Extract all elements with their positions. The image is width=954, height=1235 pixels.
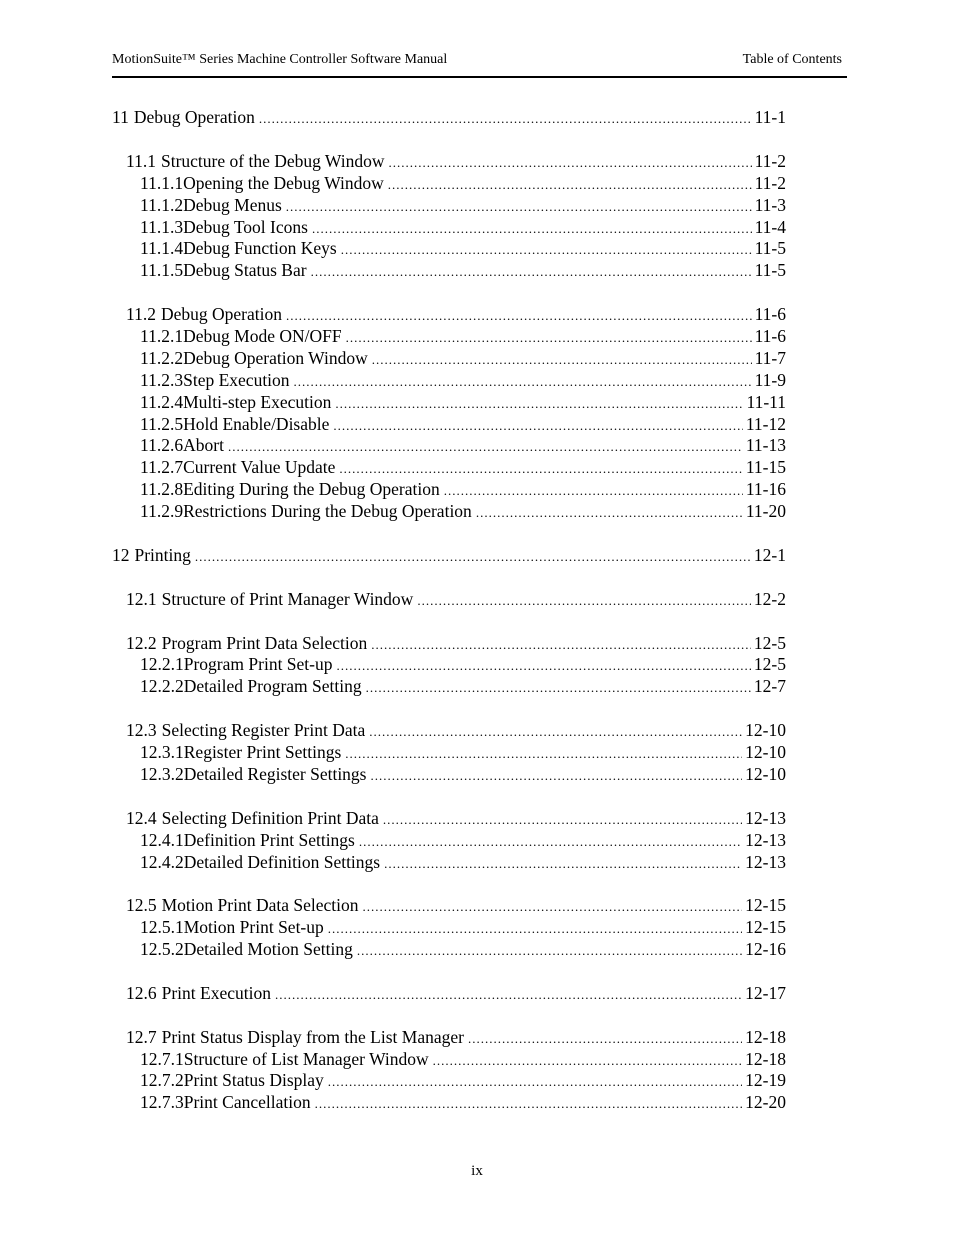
dot-leader bbox=[384, 852, 742, 875]
toc-subsection-12-2-1[interactable] bbox=[112, 654, 786, 676]
dot-leader bbox=[312, 217, 752, 240]
dot-leader bbox=[417, 589, 751, 612]
toc-subsection-11-2-9[interactable] bbox=[112, 501, 786, 523]
toc-subsection-11-1-2[interactable] bbox=[112, 195, 786, 217]
toc-page: 11-5 bbox=[754, 238, 786, 259]
toc-number: 12.4 bbox=[126, 807, 157, 828]
toc-number: 12.7.2 bbox=[140, 1070, 184, 1091]
dot-leader bbox=[341, 238, 752, 261]
toc-title: Print Status Display bbox=[183, 1070, 324, 1091]
dot-leader bbox=[468, 1027, 742, 1050]
toc-number: 11.2.6 bbox=[140, 435, 184, 456]
dot-leader bbox=[357, 939, 742, 962]
toc-number: 12 bbox=[112, 544, 130, 565]
toc-subsection-11-1-3[interactable] bbox=[112, 217, 786, 239]
toc-number: 11.1.1 bbox=[140, 172, 184, 193]
toc-number: 12.7.3 bbox=[140, 1092, 184, 1113]
toc-title: Structure of List Manager Window bbox=[183, 1048, 429, 1069]
toc-page: 11-7 bbox=[754, 347, 786, 368]
toc-subsection-12-7-2[interactable] bbox=[112, 1070, 786, 1092]
toc-number: 11.2.8 bbox=[140, 479, 184, 500]
toc-page: 11-4 bbox=[754, 216, 786, 237]
dot-leader bbox=[333, 414, 742, 437]
toc-subsection-12-2-2[interactable] bbox=[112, 676, 786, 698]
toc-section-12-5[interactable] bbox=[112, 895, 786, 917]
toc-title: Structure of the Debug Window bbox=[160, 150, 385, 171]
toc-title: Register Print Settings bbox=[183, 742, 342, 763]
toc-title: Motion Print Data Selection bbox=[161, 895, 359, 916]
toc-title: Opening the Debug Window bbox=[183, 172, 384, 193]
dot-leader bbox=[286, 195, 752, 218]
toc-subsection-12-5-2[interactable] bbox=[112, 939, 786, 961]
toc-subsection-12-4-1[interactable] bbox=[112, 830, 786, 852]
toc-section-12-7[interactable] bbox=[112, 1027, 786, 1049]
toc-subsection-12-7-1[interactable] bbox=[112, 1049, 786, 1071]
toc-subsection-11-2-5[interactable] bbox=[112, 414, 786, 436]
toc-page: 12-13 bbox=[745, 829, 786, 850]
toc-page: 12-10 bbox=[745, 742, 786, 763]
dot-leader bbox=[369, 720, 742, 743]
toc-subsection-11-1-5[interactable] bbox=[112, 260, 786, 282]
toc-title: Debug Operation bbox=[160, 304, 282, 325]
toc-title: Debug Operation Window bbox=[183, 347, 368, 368]
toc-number: 12.7 bbox=[126, 1026, 157, 1047]
toc-page: 12-15 bbox=[745, 917, 786, 938]
toc-page: 11-16 bbox=[745, 479, 786, 500]
toc-subsection-12-3-1[interactable] bbox=[112, 742, 786, 764]
toc-number: 11 bbox=[112, 107, 129, 127]
toc-number: 12.7.1 bbox=[140, 1048, 184, 1069]
dot-leader bbox=[444, 479, 743, 502]
toc-page: 11-13 bbox=[745, 435, 786, 456]
table-of-contents bbox=[112, 107, 786, 1114]
dot-leader bbox=[294, 370, 752, 393]
toc-number: 11.1 bbox=[126, 150, 156, 171]
toc-number: 11.1.2 bbox=[140, 194, 184, 215]
toc-title: Step Execution bbox=[183, 369, 290, 390]
toc-title: Program Print Data Selection bbox=[161, 632, 368, 653]
toc-number: 12.3 bbox=[126, 720, 157, 741]
toc-title: Hold Enable/Disable bbox=[183, 413, 330, 434]
toc-page: 11-9 bbox=[754, 369, 786, 390]
toc-title: Selecting Definition Print Data bbox=[161, 807, 379, 828]
toc-title: Motion Print Set-up bbox=[183, 917, 324, 938]
toc-section-12-4[interactable] bbox=[112, 808, 786, 830]
section-title: Table of Contents bbox=[742, 52, 842, 67]
dot-leader bbox=[195, 545, 751, 568]
toc-number: 12.1 bbox=[126, 588, 157, 609]
toc-page: 11-2 bbox=[754, 150, 786, 171]
toc-number: 11.2.5 bbox=[140, 413, 184, 434]
toc-page: 12-5 bbox=[753, 654, 786, 675]
toc-number: 11.1.3 bbox=[140, 216, 184, 237]
dot-leader bbox=[337, 654, 751, 677]
dot-leader bbox=[371, 764, 743, 787]
toc-page: 12-18 bbox=[745, 1048, 786, 1069]
toc-page: 11-1 bbox=[754, 107, 786, 127]
page-header bbox=[112, 50, 847, 78]
toc-subsection-11-2-7[interactable] bbox=[112, 457, 786, 479]
dot-leader bbox=[311, 260, 752, 283]
toc-subsection-11-2-2[interactable] bbox=[112, 348, 786, 370]
toc-number: 11.2.2 bbox=[140, 347, 184, 368]
toc-title: Detailed Program Setting bbox=[183, 676, 362, 697]
toc-number: 12.2 bbox=[126, 632, 157, 653]
toc-section-12-3[interactable] bbox=[112, 720, 786, 742]
toc-subsection-11-2-6[interactable] bbox=[112, 435, 786, 457]
toc-title: Detailed Motion Setting bbox=[183, 939, 353, 960]
toc-subsection-11-1-4[interactable] bbox=[112, 238, 786, 260]
toc-title: Printing bbox=[134, 544, 191, 565]
toc-title: Restrictions During the Debug Operation bbox=[183, 501, 472, 522]
toc-section-12-1[interactable] bbox=[112, 589, 786, 611]
dot-leader bbox=[228, 435, 743, 458]
toc-page: 12-5 bbox=[753, 632, 786, 653]
toc-subsection-11-2-4[interactable] bbox=[112, 392, 786, 414]
toc-subsection-11-1-1[interactable] bbox=[112, 173, 786, 195]
toc-subsection-12-5-1[interactable] bbox=[112, 917, 786, 939]
toc-title: Structure of Print Manager Window bbox=[161, 588, 414, 609]
toc-number: 11.2.7 bbox=[140, 457, 184, 478]
toc-page: 11-3 bbox=[754, 194, 786, 215]
dot-leader bbox=[335, 392, 743, 415]
dot-leader bbox=[362, 895, 742, 918]
toc-title: Multi-step Execution bbox=[183, 391, 332, 412]
toc-title: Editing During the Debug Operation bbox=[183, 479, 440, 500]
dot-leader bbox=[366, 676, 751, 699]
toc-page: 12-7 bbox=[753, 676, 786, 697]
toc-section-11-2[interactable] bbox=[112, 304, 786, 326]
toc-chapter-11[interactable] bbox=[112, 107, 786, 129]
toc-page: 12-1 bbox=[753, 544, 786, 565]
toc-page: 12-15 bbox=[745, 895, 786, 916]
toc-page: 11-20 bbox=[745, 501, 786, 522]
toc-number: 11.2.1 bbox=[140, 326, 184, 347]
toc-section-11-1[interactable] bbox=[112, 151, 786, 173]
toc-number: 12.2.2 bbox=[140, 676, 184, 697]
toc-page: 11-11 bbox=[746, 391, 786, 412]
toc-page: 12-17 bbox=[745, 982, 786, 1003]
dot-leader bbox=[259, 107, 752, 130]
toc-page: 12-2 bbox=[753, 588, 786, 609]
toc-number: 11.2.9 bbox=[140, 501, 184, 522]
toc-page: 11-6 bbox=[754, 304, 786, 325]
toc-number: 12.4.2 bbox=[140, 851, 184, 872]
toc-page: 11-15 bbox=[745, 457, 786, 478]
dot-leader bbox=[372, 348, 752, 371]
dot-leader bbox=[275, 983, 742, 1006]
toc-number: 12.2.1 bbox=[140, 654, 184, 675]
toc-number: 11.2.4 bbox=[140, 391, 184, 412]
dot-leader bbox=[345, 742, 742, 765]
dot-leader bbox=[315, 1092, 743, 1115]
toc-page: 11-6 bbox=[754, 326, 786, 347]
toc-number: 11.1.4 bbox=[140, 238, 184, 259]
toc-title: Debug Mode ON/OFF bbox=[183, 326, 342, 347]
toc-subsection-11-2-3[interactable] bbox=[112, 370, 786, 392]
dot-leader bbox=[339, 457, 742, 480]
toc-title: Print Execution bbox=[161, 982, 271, 1003]
manual-title: MotionSuite™ Series Machine Controller Software Manual bbox=[112, 52, 448, 67]
toc-subsection-12-4-2[interactable] bbox=[112, 852, 786, 874]
dot-leader bbox=[389, 151, 752, 174]
toc-title: Abort bbox=[183, 435, 224, 456]
toc-subsection-11-2-1[interactable] bbox=[112, 326, 786, 348]
dot-leader bbox=[359, 830, 742, 853]
toc-title: Detailed Definition Settings bbox=[183, 851, 381, 872]
toc-number: 12.3.2 bbox=[140, 763, 184, 784]
dot-leader bbox=[328, 917, 742, 940]
toc-title: Debug Tool Icons bbox=[183, 216, 308, 237]
dot-leader bbox=[371, 633, 751, 656]
dot-leader bbox=[476, 501, 743, 524]
toc-page: 12-16 bbox=[745, 939, 786, 960]
toc-number: 11.1.5 bbox=[140, 260, 184, 281]
toc-title: Debug Operation bbox=[133, 107, 255, 127]
toc-number: 11.2.3 bbox=[140, 369, 184, 390]
toc-title: Detailed Register Settings bbox=[183, 763, 367, 784]
toc-number: 12.5.2 bbox=[140, 939, 184, 960]
toc-title: Definition Print Settings bbox=[183, 829, 355, 850]
toc-page: 12-18 bbox=[745, 1026, 786, 1047]
dot-leader bbox=[328, 1070, 742, 1093]
toc-number: 11.2 bbox=[126, 304, 156, 325]
page-number: ix bbox=[471, 1163, 483, 1179]
toc-title: Program Print Set-up bbox=[183, 654, 333, 675]
toc-number: 12.3.1 bbox=[140, 742, 184, 763]
toc-page: 11-5 bbox=[754, 260, 786, 281]
toc-title: Current Value Update bbox=[183, 457, 336, 478]
toc-title: Print Status Display from the List Manager bbox=[161, 1026, 464, 1047]
toc-page: 12-19 bbox=[745, 1070, 786, 1091]
toc-number: 12.4.1 bbox=[140, 829, 184, 850]
toc-number: 12.5 bbox=[126, 895, 157, 916]
toc-section-12-2[interactable] bbox=[112, 633, 786, 655]
toc-subsection-12-3-2[interactable] bbox=[112, 764, 786, 786]
dot-leader bbox=[433, 1049, 743, 1072]
dot-leader bbox=[388, 173, 752, 196]
toc-title: Selecting Register Print Data bbox=[161, 720, 366, 741]
toc-chapter-12[interactable] bbox=[112, 545, 786, 567]
toc-subsection-12-7-3[interactable] bbox=[112, 1092, 786, 1114]
toc-title: Debug Function Keys bbox=[183, 238, 337, 259]
dot-leader bbox=[286, 304, 752, 327]
dot-leader bbox=[346, 326, 752, 349]
toc-page: 12-13 bbox=[745, 807, 786, 828]
toc-page: 11-12 bbox=[745, 413, 786, 434]
toc-page: 12-10 bbox=[745, 720, 786, 741]
toc-number: 12.5.1 bbox=[140, 917, 184, 938]
dot-leader bbox=[383, 808, 742, 831]
toc-title: Debug Menus bbox=[183, 194, 282, 215]
toc-title: Debug Status Bar bbox=[183, 260, 307, 281]
toc-number: 12.6 bbox=[126, 982, 157, 1003]
toc-title: Print Cancellation bbox=[183, 1092, 311, 1113]
toc-page: 12-13 bbox=[745, 851, 786, 872]
toc-section-12-6[interactable] bbox=[112, 983, 786, 1005]
toc-page: 11-2 bbox=[754, 172, 786, 193]
toc-subsection-11-2-8[interactable] bbox=[112, 479, 786, 501]
toc-page: 12-10 bbox=[745, 763, 786, 784]
toc-page: 12-20 bbox=[745, 1092, 786, 1113]
